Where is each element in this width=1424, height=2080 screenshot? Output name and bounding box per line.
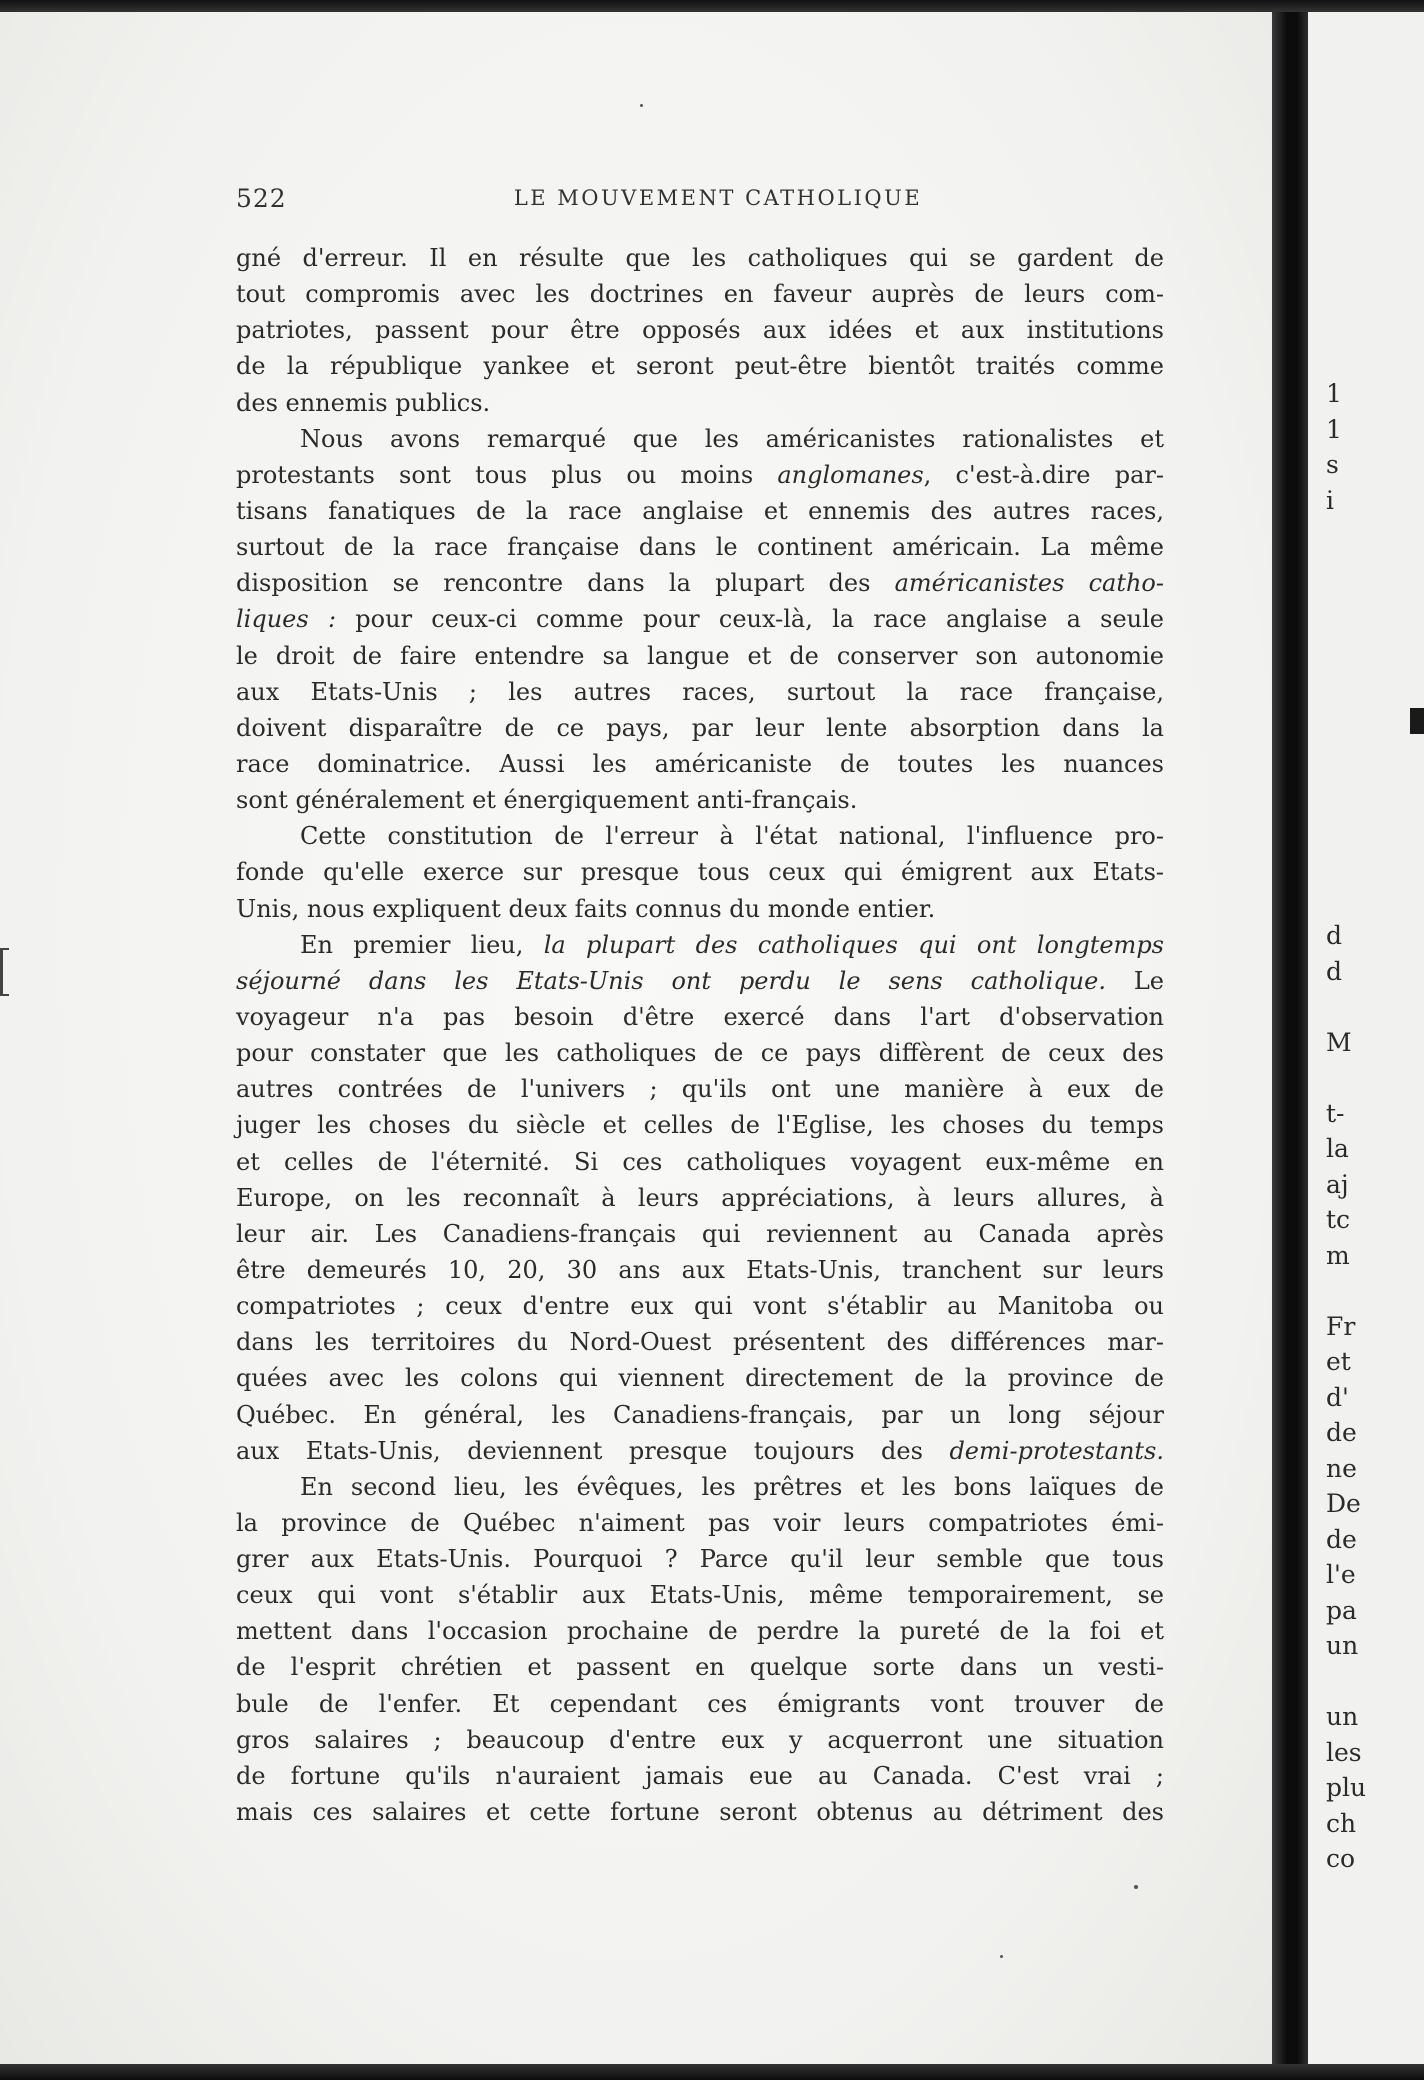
facing-page-fragment: Fr <box>1326 1311 1356 1341</box>
facing-page-fragment <box>1326 305 1424 341</box>
text-run: des ennemis publics. <box>236 388 491 417</box>
text-run: mais ces salaires et cette fortune seront obtenus au détriment des <box>236 1798 1164 1827</box>
text-run: de l'esprit chrétien et passent en quelque sorte dans un vesti- <box>236 1653 1164 1682</box>
text-run: fonde qu'elle exerce sur presque tous ceux qui émigrent aux Etats- <box>236 858 1164 887</box>
text-run: doivent disparaître de ce pays, par leur lente absorption dans la <box>236 713 1164 742</box>
italic-text: séjourné dans les Etats-Unis ont perdu le sens catholique. <box>236 966 1106 995</box>
text-line <box>236 565 1164 601</box>
text-run: voyageur n'a pas besoin d'être exercé dans l'art d'observation <box>236 1002 1164 1031</box>
text-line <box>236 674 1164 710</box>
text-run: Québec. En général, les Canadiens-français, par un long séjour <box>236 1400 1164 1429</box>
text-line <box>236 348 1164 384</box>
text-run: protestants sont tous plus ou moins <box>236 460 778 489</box>
text-run: En second lieu, les évêques, les prêtres et les bons laïques de <box>300 1472 1164 1501</box>
page-number: 522 <box>236 184 287 213</box>
text-line <box>236 710 1164 746</box>
facing-page-fragment <box>1326 341 1424 377</box>
text-run: Unis, nous expliquent deux faits connus du monde entier. <box>236 894 936 923</box>
text-line <box>236 927 1164 963</box>
text-run: , c'est-à.dire par- <box>923 460 1164 489</box>
text-line <box>236 1144 1164 1180</box>
text-run: autres contrées de l'univers ; qu'ils ont une manière à eux de <box>236 1075 1164 1104</box>
facing-page-fragment: plu <box>1326 1773 1367 1802</box>
facing-page-fragment: i <box>1326 485 1334 515</box>
text-run: de fortune qu'ils n'auraient jamais eue au Canada. C'est vrai ; <box>236 1761 1164 1790</box>
text-run: le droit de faire entendre sa langue et de conserver son autonomie <box>236 641 1164 670</box>
text-run: tout compromis avec les doctrines en faveur auprès de leurs com- <box>236 280 1164 309</box>
scan-border-top <box>0 0 1424 12</box>
facing-page-fragment <box>1326 1273 1424 1309</box>
text-run: patriotes, passent pour être opposés aux idées et aux institutions <box>236 316 1164 345</box>
facing-page-fragment: 1 <box>1326 379 1342 408</box>
body-text <box>236 240 1164 1830</box>
text-run: Europe, on les reconnaît à leurs appréciations, à leurs allures, à <box>236 1183 1164 1212</box>
text-line <box>236 1216 1164 1252</box>
facing-page-fragment: et <box>1326 1347 1351 1376</box>
text-line <box>236 891 1164 927</box>
text-line <box>236 601 1164 637</box>
running-header <box>236 178 1164 214</box>
scan-speck <box>1134 1885 1138 1889</box>
facing-page-fragment: un <box>1326 1631 1359 1660</box>
text-line <box>236 276 1164 312</box>
text-line <box>236 1288 1164 1324</box>
facing-page-fragment: t- <box>1326 1098 1345 1128</box>
facing-page-fragment <box>1326 1060 1424 1096</box>
text-run: Le <box>1105 966 1164 995</box>
text-run: aux Etats-Unis, deviennent presque toujours des <box>236 1436 950 1465</box>
facing-page-fragment: un <box>1326 1702 1359 1731</box>
facing-page-fragment: tc <box>1326 1205 1351 1234</box>
text-line <box>236 421 1164 457</box>
text-line <box>236 1649 1164 1685</box>
text-run: disposition se rencontre dans la plupart des <box>236 569 895 598</box>
text-line <box>236 1360 1164 1396</box>
facing-page-fragment: M <box>1326 1027 1352 1057</box>
facing-page-fragment: aj <box>1326 1169 1349 1199</box>
text-line <box>236 493 1164 529</box>
text-run: ceux qui vont s'établir aux Etats-Unis, même temporairement, se <box>236 1581 1164 1610</box>
scan-border-bottom <box>0 2064 1424 2080</box>
text-line <box>236 529 1164 565</box>
text-run: tisans fanatiques de la race anglaise et ennemis des autres races, <box>236 496 1164 525</box>
facing-page-fragments-bottom <box>1326 918 1424 1877</box>
text-run: En premier lieu, <box>300 930 544 959</box>
facing-page-fragment: De <box>1326 1489 1361 1518</box>
text-line <box>236 457 1164 493</box>
running-title: LE MOUVEMENT CATHOLIQUE <box>513 186 923 210</box>
scan-speck <box>1000 1955 1003 1958</box>
text-line <box>236 1505 1164 1541</box>
facing-page-fragment: la <box>1326 1134 1349 1163</box>
facing-page-fragment: s <box>1326 450 1339 479</box>
text-run: la province de Québec n'aiment pas voir leurs compatriotes émi- <box>236 1508 1164 1537</box>
text-line <box>236 1686 1164 1722</box>
text-line <box>236 746 1164 782</box>
text-run: et celles de l'éternité. Si ces catholiques voyagent eux-même en <box>236 1147 1164 1176</box>
facing-page-fragment: pa <box>1326 1595 1357 1625</box>
facing-page-fragment: ch <box>1326 1808 1357 1838</box>
text-line <box>236 1758 1164 1794</box>
text-line <box>236 1794 1164 1830</box>
text-line <box>236 963 1164 999</box>
text-run: pour ceux-ci comme pour ceux-là, la race anglaise a seule <box>336 605 1164 634</box>
text-line <box>236 818 1164 854</box>
facing-page-initial-fragment <box>1410 708 1424 734</box>
text-line <box>236 1107 1164 1143</box>
text-line <box>236 385 1164 421</box>
text-line <box>236 999 1164 1035</box>
text-run: bule de l'enfer. Et cependant ces émigrants vont trouver de <box>236 1689 1164 1718</box>
page-edge-mark <box>0 948 9 996</box>
text-run: grer aux Etats-Unis. Pourquoi ? Parce qu'il leur semble que tous <box>236 1545 1164 1574</box>
text-line <box>236 312 1164 348</box>
text-run: gné d'erreur. Il en résulte que les catholiques qui se gardent de <box>236 244 1164 272</box>
text-run: juger les choses du siècle et celles de l'Eglise, les choses du temps <box>236 1111 1164 1140</box>
facing-page-fragment: co <box>1326 1844 1356 1873</box>
text-run: mettent dans l'occasion prochaine de perdre la pureté de la foi et <box>236 1617 1164 1646</box>
facing-page-fragment: d' <box>1326 1382 1349 1412</box>
text-run: pour constater que les catholiques de ce pays diffèrent de ceux des <box>236 1039 1164 1068</box>
facing-page-fragment: m <box>1326 1240 1350 1270</box>
text-run: dans les territoires du Nord-Ouest présentent des différences mar- <box>236 1328 1164 1357</box>
text-line <box>236 1577 1164 1613</box>
book-spine-gutter <box>1272 0 1308 2080</box>
text-line <box>236 1722 1164 1758</box>
facing-page-fragment: 1 <box>1326 414 1342 444</box>
scan-speck <box>640 104 643 107</box>
text-line <box>236 1071 1164 1107</box>
text-line <box>236 1433 1164 1469</box>
facing-page-fragments-top <box>1326 305 1424 518</box>
text-run: surtout de la race française dans le continent américain. La même <box>236 533 1164 562</box>
text-run: aux Etats-Unis ; les autres races, surtout la race française, <box>236 677 1164 706</box>
text-line <box>236 1324 1164 1360</box>
italic-text: américanistes catho- <box>894 569 1164 598</box>
facing-page-fragment: de <box>1326 1418 1357 1447</box>
text-run: sont généralement et énergiquement anti-français. <box>236 786 858 815</box>
text-run: compatriotes ; ceux d'entre eux qui vont s'établir au Manitoba ou <box>236 1292 1164 1321</box>
text-run: race dominatrice. Aussi les américaniste de toutes les nuances <box>236 749 1164 778</box>
facing-page-fragment <box>1326 989 1424 1025</box>
text-run: quées avec les colons qui viennent directement de la province de <box>236 1364 1164 1393</box>
text-line <box>236 1397 1164 1433</box>
text-line <box>236 782 1164 818</box>
text-line <box>236 1180 1164 1216</box>
italic-text: demi-protestants. <box>949 1436 1164 1465</box>
facing-page-fragment <box>1326 1664 1424 1700</box>
text-line <box>236 638 1164 674</box>
text-line <box>236 1541 1164 1577</box>
italic-text: liques : <box>236 605 337 634</box>
text-line <box>236 1035 1164 1071</box>
facing-page-fragment: de <box>1326 1524 1357 1554</box>
text-line <box>236 1613 1164 1649</box>
facing-page-fragment: l'e <box>1326 1560 1356 1589</box>
text-line <box>236 1252 1164 1288</box>
text-run: leur air. Les Canadiens-français qui reviennent au Canada après <box>236 1219 1164 1248</box>
facing-page-fragment: d <box>1326 921 1343 950</box>
text-run: être demeurés 10, 20, 30 ans aux Etats-Unis, tranchent sur leurs <box>236 1255 1164 1284</box>
text-line <box>236 854 1164 890</box>
text-run: Cette constitution de l'erreur à l'état national, l'influence pro- <box>300 822 1164 851</box>
italic-text: la plupart des catholiques qui ont longtemps <box>543 930 1164 959</box>
text-line <box>236 1469 1164 1505</box>
text-run: Nous avons remarqué que les américanistes rationalistes et <box>300 424 1164 453</box>
facing-page-fragment: ne <box>1326 1453 1357 1483</box>
facing-page-fragment: les <box>1326 1737 1362 1767</box>
facing-page-fragment: d <box>1326 956 1343 986</box>
text-run: gros salaires ; beaucoup d'entre eux y acquerront une situation <box>236 1725 1164 1754</box>
text-run: de la république yankee et seront peut-être bientôt traités comme <box>236 352 1164 381</box>
italic-text: anglomanes <box>777 460 924 489</box>
text-line <box>236 240 1164 276</box>
